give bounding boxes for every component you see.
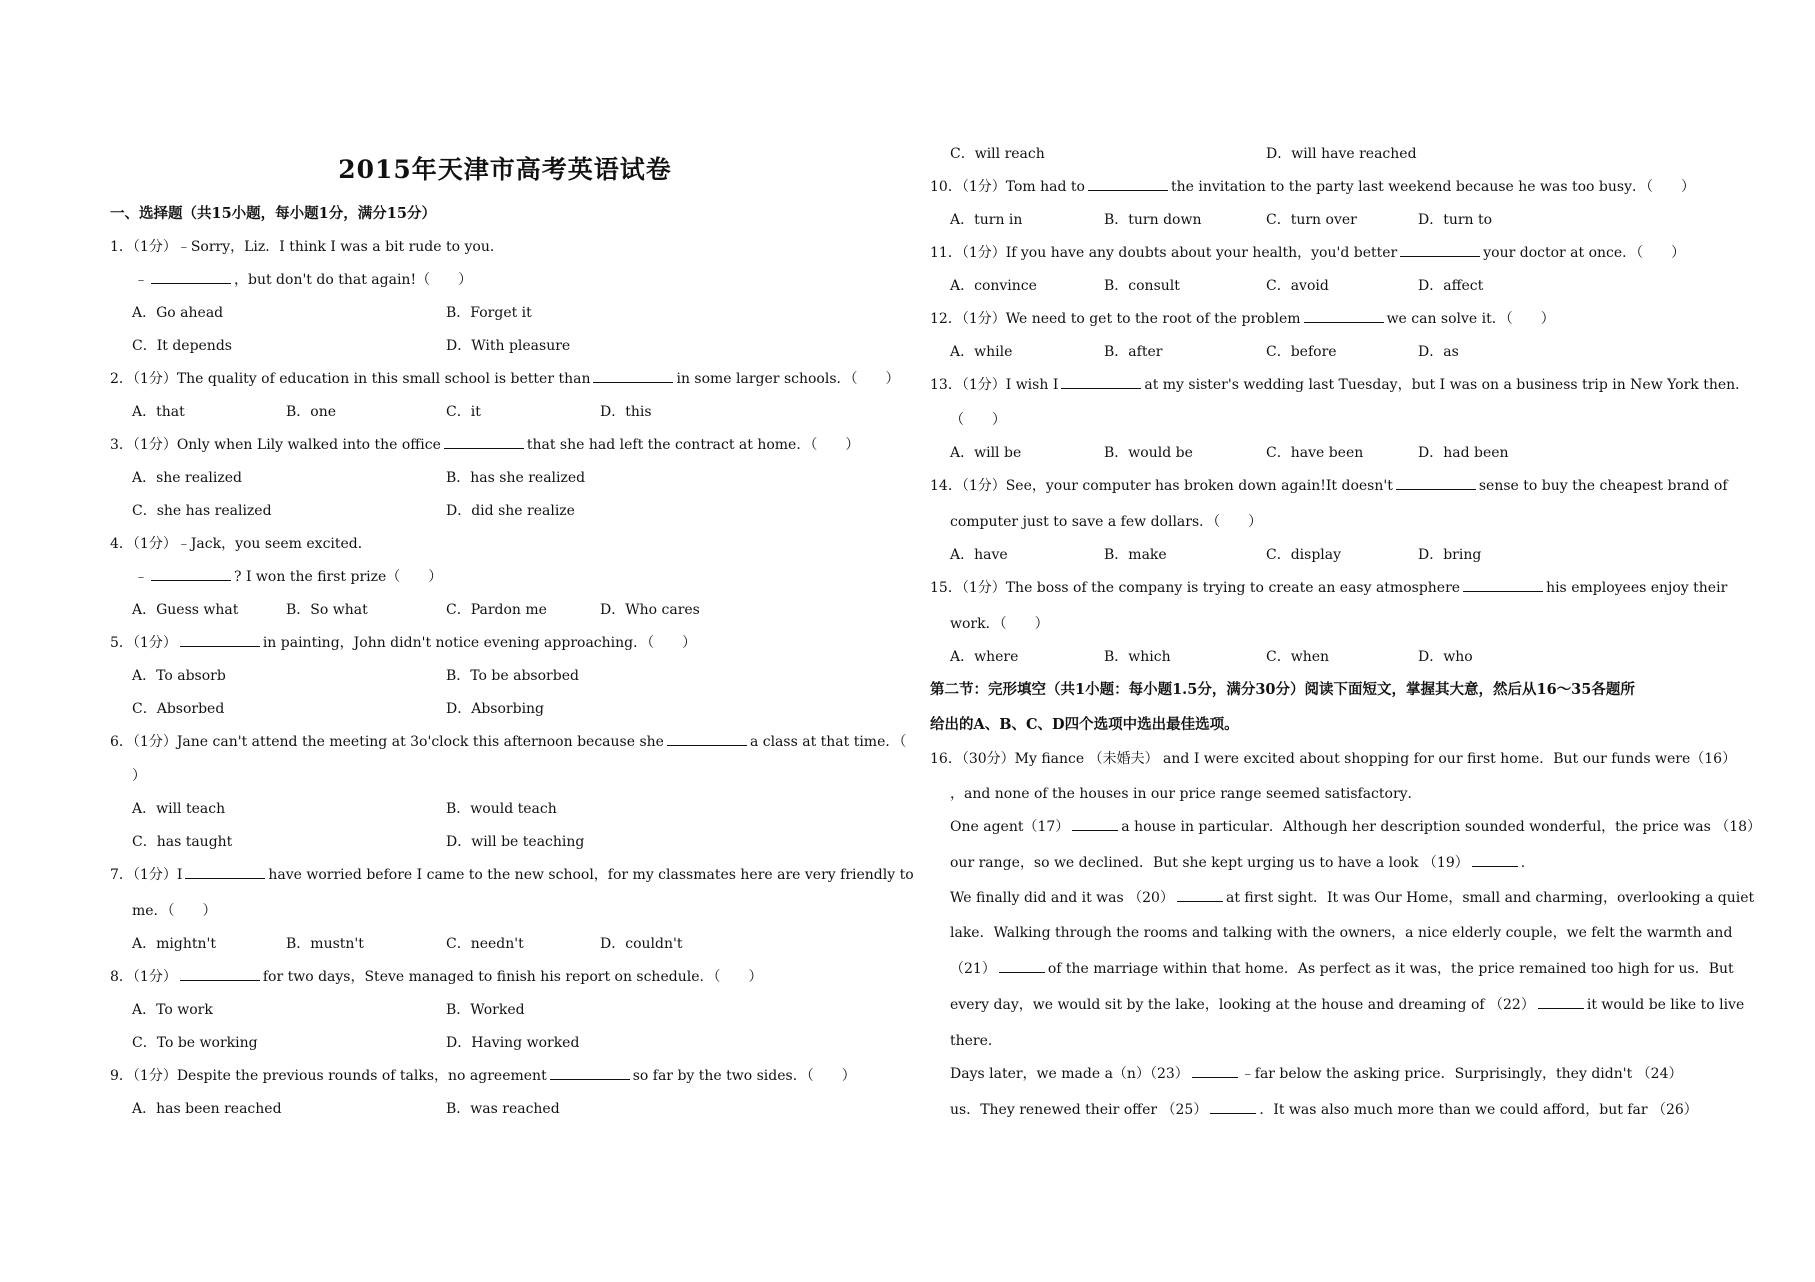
answer-option: [950, 145, 1045, 163]
line-text: A．that: [132, 404, 185, 420]
line-text-after: ，but don't do that again!（ ）: [234, 272, 473, 288]
question-text: [930, 310, 1555, 328]
answer-blank[interactable]: [185, 866, 265, 879]
answer-option: [132, 700, 224, 718]
line-text: B．would be: [1104, 445, 1193, 461]
line-text: B．after: [1104, 344, 1163, 360]
answer-blank[interactable]: [999, 960, 1045, 973]
line-text-after: in painting，John didn't notice evening approaching．（ ）: [262, 635, 697, 651]
line-text-after: his employees enjoy their: [1546, 580, 1728, 596]
question-text: [950, 960, 1734, 978]
answer-option: [1266, 546, 1341, 564]
answer-blank[interactable]: [1061, 376, 1141, 389]
line-text: ）: [132, 768, 146, 784]
line-text: B．one: [286, 404, 337, 420]
line-text: C．It depends: [132, 338, 232, 354]
line-text: C．display: [1266, 547, 1342, 563]
line-text: D．turn to: [1418, 212, 1493, 228]
line-text: D．as: [1418, 344, 1459, 360]
answer-option: [286, 403, 336, 421]
line-text: D．Having worked: [446, 1035, 580, 1051]
answer-option: [600, 601, 700, 619]
line-text: B．consult: [1104, 278, 1180, 294]
answer-option: [1266, 444, 1363, 462]
line-text: C．To be working: [132, 1035, 258, 1051]
line-text: 11．（1分）If you have any doubts about your health，you'd better: [930, 245, 1398, 261]
line-text-after: ．It was also much more than we could afford，but far （26）: [1259, 1102, 1698, 1118]
answer-option: [132, 833, 232, 851]
answer-option: [446, 403, 481, 421]
line-text: A．where: [950, 649, 1019, 665]
answer-blank[interactable]: [1192, 1065, 1238, 1078]
answer-option: [1418, 546, 1481, 564]
line-text: A．will teach: [132, 801, 226, 817]
line-text-after: so far by the two sides．（ ）: [632, 1068, 856, 1084]
answer-blank[interactable]: [1400, 244, 1480, 257]
answer-blank[interactable]: [1072, 818, 1118, 831]
answer-option: [950, 343, 1012, 361]
line-text: B．was reached: [446, 1101, 560, 1117]
answer-option: [950, 648, 1018, 666]
line-text: C．it: [446, 404, 481, 420]
line-text: C．turn over: [1266, 212, 1357, 228]
question-text: [132, 902, 217, 920]
line-text-after: your doctor at once．（ ）: [1483, 245, 1686, 261]
line-text: D．did she realize: [446, 503, 575, 519]
exam-title: 2015年天津市高考英语试卷: [338, 155, 672, 184]
question-text: [950, 924, 1732, 942]
line-text: 6．（1分）Jane can't attend the meeting at 3o'clock this afternoon because she: [110, 734, 664, 750]
question-text: [110, 634, 696, 652]
answer-option: [446, 1001, 525, 1019]
line-text: B．make: [1104, 547, 1167, 563]
answer-option: [1418, 211, 1492, 229]
answer-option: [446, 800, 557, 818]
answer-option: [446, 935, 524, 953]
answer-option: [1104, 343, 1162, 361]
answer-option: [1104, 211, 1201, 229]
answer-blank[interactable]: [1177, 889, 1223, 902]
answer-option: [600, 403, 652, 421]
answer-option: [950, 444, 1021, 462]
answer-blank[interactable]: [180, 634, 260, 647]
question-text: [134, 568, 442, 586]
answer-option: [446, 833, 584, 851]
line-text: C．before: [1266, 344, 1337, 360]
line-text: 7．（1分）I: [110, 867, 183, 883]
answer-option: [1266, 211, 1357, 229]
line-text: A．convince: [950, 278, 1037, 294]
answer-option: [1104, 648, 1171, 666]
answer-option: [286, 935, 364, 953]
answer-option: [132, 667, 226, 685]
question-text: [110, 866, 914, 884]
line-text: computer just to save a few dollars．（ ）: [950, 514, 1263, 530]
line-text-after: have worried before I came to the new school，for my classmates here are very friendly to: [268, 867, 914, 883]
line-text: B．has she realized: [446, 470, 586, 486]
answer-blank[interactable]: [1088, 178, 1168, 191]
line-text: C．she has realized: [132, 503, 272, 519]
section-heading: [110, 205, 436, 223]
line-text: every day，we would sit by the lake，looking at the house and dreaming of （22）: [950, 997, 1535, 1013]
line-text-after: it would be like to live: [1586, 997, 1745, 1013]
question-text: [930, 178, 1695, 196]
answer-option: [446, 469, 585, 487]
answer-option: [950, 277, 1037, 295]
line-text: B．So what: [286, 602, 368, 618]
answer-option: [1104, 444, 1193, 462]
answer-option: [132, 403, 185, 421]
line-text-after: sense to buy the cheapest brand of: [1478, 478, 1728, 494]
answer-blank[interactable]: [444, 436, 524, 449]
line-text: （ ）: [950, 412, 1006, 428]
line-text: there．: [950, 1033, 1002, 1049]
line-text: C．will reach: [950, 146, 1045, 162]
line-text: 16．（30分）My fiance （未婚夫） and I were excited about shopping for our first home．But our funds were（16）: [930, 751, 1737, 767]
answer-option: [446, 1100, 560, 1118]
answer-blank[interactable]: [1210, 1101, 1256, 1114]
line-text-after: ? I won the first prize（ ）: [234, 569, 443, 585]
answer-option: [1418, 648, 1473, 666]
line-text: B．turn down: [1104, 212, 1202, 228]
answer-option: [1104, 277, 1180, 295]
question-text: [930, 244, 1685, 262]
question-text: [950, 889, 1754, 907]
line-text: Days later，we made a（n）（23）: [950, 1066, 1189, 1082]
line-text: D．will have reached: [1266, 146, 1417, 162]
question-text: [950, 1065, 1682, 1083]
answer-option: [446, 337, 570, 355]
question-text: [950, 411, 1006, 429]
answer-option: [1104, 546, 1167, 564]
line-text: D．Who cares: [600, 602, 700, 618]
question-text: [950, 615, 1049, 633]
answer-blank[interactable]: [180, 968, 260, 981]
line-text: D．had been: [1418, 445, 1509, 461]
line-text: D．couldn't: [600, 936, 683, 952]
question-text: [110, 436, 859, 454]
answer-option: [132, 935, 216, 953]
line-text-after: a class at that time．（: [749, 734, 907, 750]
line-text: ﹣: [134, 272, 148, 288]
line-text: B．which: [1104, 649, 1171, 665]
question-text: [930, 376, 1749, 394]
answer-option: [1418, 277, 1483, 295]
answer-option: [446, 667, 579, 685]
line-text: B．mustn't: [286, 936, 364, 952]
question-text: [110, 1067, 856, 1085]
line-text: 8．（1分）: [110, 969, 177, 985]
line-text-after: ﹣far below the asking price．Surprisingly，they didn't （24）: [1240, 1066, 1683, 1082]
answer-option: [132, 1100, 282, 1118]
question-text: [110, 238, 504, 256]
answer-option: [1418, 343, 1459, 361]
answer-option: [446, 304, 532, 322]
answer-option: [446, 601, 547, 619]
line-text: A．To work: [132, 1002, 213, 1018]
answer-option: [446, 1034, 579, 1052]
line-text: C．needn't: [446, 936, 524, 952]
answer-blank[interactable]: [151, 271, 231, 284]
line-text: A．Guess what: [132, 602, 239, 618]
line-text: B．Worked: [446, 1002, 525, 1018]
question-text: [950, 818, 1761, 836]
line-text: A．mightn't: [132, 936, 216, 952]
question-text: [950, 785, 1422, 803]
line-text-after: at my sister's wedding last Tuesday，but I was on a business trip in New York then．: [1144, 377, 1750, 393]
line-text: 第二节：完形填空（共1小题：每小题1.5分，满分30分）阅读下面短文，掌握其大意，然后从16～35各题所: [930, 681, 1635, 698]
answer-option: [1266, 648, 1329, 666]
answer-blank[interactable]: [593, 370, 673, 383]
answer-option: [132, 304, 223, 322]
line-text: D．Absorbing: [446, 701, 545, 717]
line-text-after: .: [1520, 855, 1526, 871]
answer-blank[interactable]: [667, 733, 747, 746]
answer-option: [446, 502, 575, 520]
line-text: （21）: [950, 961, 996, 977]
answer-blank[interactable]: [550, 1067, 630, 1080]
line-text: 2．（1分）The quality of education in this small school is better than: [110, 371, 591, 387]
line-text-after: that she had left the contract at home．（ ）: [526, 437, 860, 453]
answer-option: [950, 211, 1022, 229]
line-text-after: at first sight．It was Our Home，small and charming，overlooking a quiet: [1225, 890, 1755, 906]
line-text: A．while: [950, 344, 1013, 360]
question-text: [930, 750, 1736, 768]
line-text: C．have been: [1266, 445, 1364, 461]
line-text: work．（ ）: [950, 616, 1049, 632]
line-text: 一、选择题（共15小题，每小题1分，满分15分）: [110, 205, 436, 222]
section-heading: [930, 716, 1239, 734]
line-text: me．（ ）: [132, 903, 217, 919]
answer-option: [132, 337, 232, 355]
question-text: [950, 1101, 1698, 1119]
question-text: [930, 477, 1728, 495]
answer-option: [1266, 145, 1417, 163]
question-text: [134, 271, 472, 289]
line-text-after: for two days，Steve managed to finish his report on schedule．（ ）: [262, 969, 763, 985]
line-text: D．will be teaching: [446, 834, 585, 850]
question-text: [110, 968, 762, 986]
question-text: [132, 767, 146, 785]
question-text: [950, 854, 1525, 872]
line-text: A．has been reached: [132, 1101, 282, 1117]
line-text: C．has taught: [132, 834, 233, 850]
answer-blank[interactable]: [1304, 310, 1384, 323]
line-text: A．To absorb: [132, 668, 226, 684]
question-text: [930, 579, 1727, 597]
answer-option: [132, 601, 238, 619]
line-text: C．when: [1266, 649, 1330, 665]
line-text: 9．（1分）Despite the previous rounds of talks，no agreement: [110, 1068, 547, 1084]
answer-blank[interactable]: [151, 568, 231, 581]
line-text-after: we can solve it．（ ）: [1386, 311, 1555, 327]
line-text: D．With pleasure: [446, 338, 571, 354]
line-text: lake．Walking through the rooms and talking with the owners，a nice elderly couple，we felt the warmth and: [950, 925, 1733, 941]
line-text: 13．（1分）I wish I: [930, 377, 1059, 393]
line-text: A．turn in: [950, 212, 1023, 228]
line-text: ﹣: [134, 569, 148, 585]
answer-option: [132, 469, 242, 487]
line-text: 14．（1分）See，your computer has broken down again!It doesn't: [930, 478, 1393, 494]
question-text: [110, 733, 906, 751]
line-text: C．Absorbed: [132, 701, 225, 717]
line-text: C．Pardon me: [446, 602, 547, 618]
line-text: ，and none of the houses in our price range seemed satisfactory．: [950, 786, 1422, 802]
question-text: [950, 996, 1744, 1014]
question-text: [110, 535, 372, 553]
line-text: B．would teach: [446, 801, 557, 817]
line-text: One agent（17）: [950, 819, 1070, 835]
line-text-after: of the marriage within that home．As perfect as it was，the price remained too high for us．But: [1047, 961, 1734, 977]
section-heading: [930, 681, 1635, 699]
answer-option: [132, 1034, 258, 1052]
line-text: 4．（1分）﹣Jack，you seem excited．: [110, 536, 372, 552]
line-text: B．To be absorbed: [446, 668, 579, 684]
answer-option: [600, 935, 682, 953]
line-text: 3．（1分）Only when Lily walked into the office: [110, 437, 441, 453]
line-text: 给出的A、B、C、D四个选项中选出最佳选项。: [930, 716, 1239, 733]
answer-option: [446, 700, 544, 718]
line-text: D．who: [1418, 649, 1473, 665]
answer-blank[interactable]: [1396, 477, 1476, 490]
question-text: [110, 370, 900, 388]
line-text-after: in some larger schools．（ ）: [676, 371, 900, 387]
answer-blank[interactable]: [1538, 996, 1584, 1009]
answer-blank[interactable]: [1463, 579, 1543, 592]
answer-blank[interactable]: [1472, 854, 1518, 867]
line-text: A．will be: [950, 445, 1022, 461]
answer-option: [132, 800, 225, 818]
line-text: We finally did and it was （20）: [950, 890, 1174, 906]
line-text: our range，so we declined．But she kept urging us to have a look （19）: [950, 855, 1469, 871]
line-text: 10．（1分）Tom had to: [930, 179, 1085, 195]
line-text: 1．（1分）﹣Sorry，Liz．I think I was a bit rude to you．: [110, 239, 504, 255]
line-text: 12．（1分）We need to get to the root of the problem: [930, 311, 1301, 327]
line-text-after: a house in particular．Although her description sounded wonderful，the price was （18）: [1121, 819, 1762, 835]
answer-option: [132, 502, 272, 520]
line-text: D．affect: [1418, 278, 1484, 294]
line-text: us．They renewed their offer （25）: [950, 1102, 1208, 1118]
answer-option: [1266, 277, 1329, 295]
question-text: [950, 1032, 1002, 1050]
line-text: C．avoid: [1266, 278, 1329, 294]
line-text: D．bring: [1418, 547, 1482, 563]
answer-option: [132, 1001, 213, 1019]
line-text: A．Go ahead: [132, 305, 224, 321]
answer-option: [1418, 444, 1509, 462]
line-text-after: the invitation to the party last weekend because he was too busy．（ ）: [1170, 179, 1695, 195]
line-text: B．Forget it: [446, 305, 532, 321]
answer-option: [1266, 343, 1337, 361]
line-text: A．have: [950, 547, 1008, 563]
answer-option: [950, 546, 1008, 564]
line-text: 5．（1分）: [110, 635, 177, 651]
question-text: [950, 513, 1262, 531]
line-text: A．she realized: [132, 470, 242, 486]
line-text: 15．（1分）The boss of the company is trying to create an easy atmosphere: [930, 580, 1461, 596]
answer-option: [286, 601, 368, 619]
line-text: D．this: [600, 404, 652, 420]
